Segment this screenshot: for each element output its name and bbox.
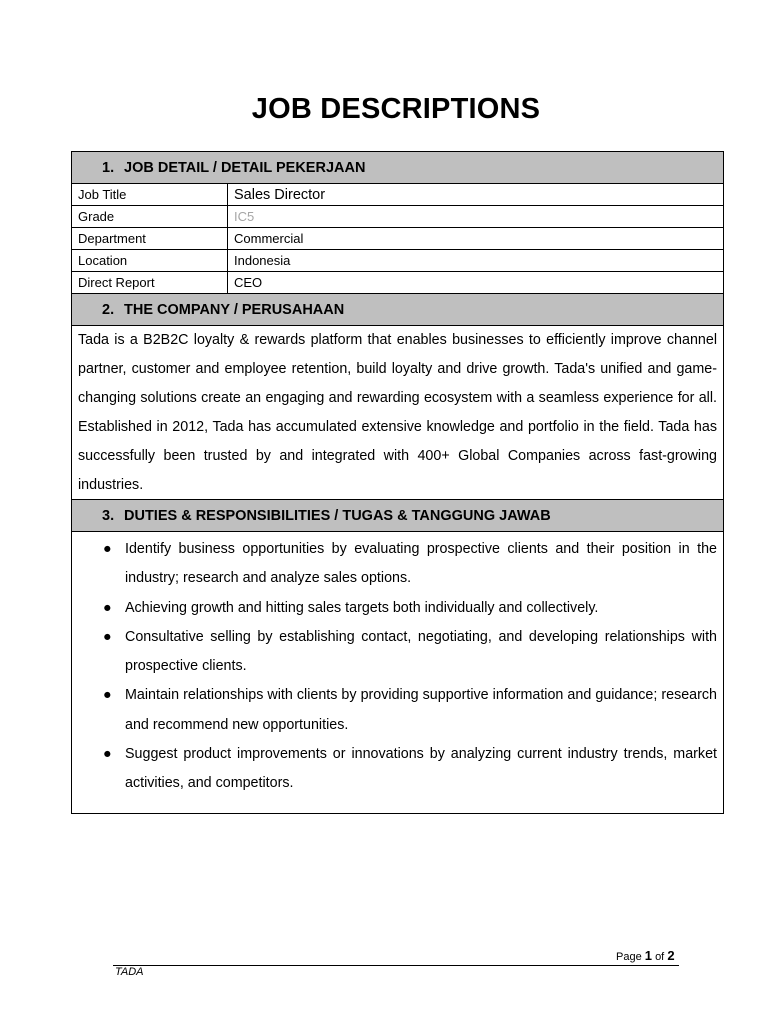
footer-company: TADA xyxy=(115,966,144,978)
section-number: 3. xyxy=(102,507,115,524)
duty-text: Maintain relationships with clients by providing supportive information and guidance; research and recommend new opportunities. xyxy=(125,687,717,733)
duty-text: Achieving growth and hitting sales targets both individually and collectively. xyxy=(125,599,599,616)
page-of: of xyxy=(655,951,665,963)
document-title: JOB DESCRIPTIONS xyxy=(251,93,541,125)
list-item xyxy=(78,594,717,623)
duty-text: Suggest product improvements or innovations by analyzing current industry trends, market activities, and competitors. xyxy=(125,746,717,792)
section-header-company xyxy=(72,293,723,326)
detail-value: Commercial xyxy=(234,231,304,246)
list-item xyxy=(78,623,717,682)
page-prefix: Page xyxy=(616,951,642,963)
detail-label: Department xyxy=(72,228,228,249)
company-description: Tada is a B2B2C loyalty & rewards platform that enables businesses to efficiently improve channel partner, customer and employee retention, build loyalty and drive growth. Tada's unified and game-changing solutions create an engaging and rewarding ecosystem with a seamless experience for all. Established in 2012, Tada has accumulated extensive knowledge and portfolio in the field. Tada has successfully been trusted by and integrated with 400+ Global Companies across fast-growing industries. xyxy=(78,332,717,493)
detail-value: Sales Director xyxy=(234,186,326,203)
bullet-icon: ● xyxy=(103,541,112,557)
section-number: 2. xyxy=(102,301,115,318)
section-heading: THE COMPANY / PERUSAHAAN xyxy=(124,301,345,318)
list-item xyxy=(78,535,717,594)
section-heading: DUTIES & RESPONSIBILITIES / TUGAS & TANGGUNG JAWAB xyxy=(124,507,551,524)
bullet-icon: ● xyxy=(103,628,112,645)
section-heading: JOB DETAIL / DETAIL PEKERJAAN xyxy=(124,159,366,176)
section-header-duties xyxy=(72,499,723,532)
footer-divider xyxy=(113,965,679,966)
detail-label: Grade xyxy=(72,206,228,227)
detail-row-job-title xyxy=(72,184,723,206)
duties-list xyxy=(72,532,723,813)
duty-text: Consultative selling by establishing contact, negotiating, and developing relationships with prospective clients. xyxy=(125,628,717,675)
detail-label: Location xyxy=(72,250,228,271)
detail-value: Indonesia xyxy=(234,253,291,268)
bullet-icon: ● xyxy=(103,746,112,763)
detail-label: Direct Report xyxy=(72,272,228,293)
section-header-job-detail xyxy=(72,152,723,184)
detail-value: CEO xyxy=(234,275,263,290)
page-current: 1 xyxy=(644,948,652,963)
detail-label: Job Title xyxy=(72,184,228,205)
detail-row-grade xyxy=(72,206,723,228)
job-description-table xyxy=(71,151,724,814)
detail-row-direct-report xyxy=(72,272,723,293)
detail-value: IC5 xyxy=(234,209,255,224)
section-number: 1. xyxy=(102,159,115,176)
duty-text: Identify business opportunities by evaluating prospective clients and their position in the industry; research and analyze sales options. xyxy=(125,541,717,587)
list-item xyxy=(78,740,717,799)
bullet-icon: ● xyxy=(103,599,112,616)
list-item xyxy=(78,681,717,740)
bullet-icon: ● xyxy=(103,687,112,704)
detail-row-department xyxy=(72,228,723,250)
page-number xyxy=(616,948,675,963)
detail-row-location xyxy=(72,250,723,272)
page-total: 2 xyxy=(667,948,675,963)
